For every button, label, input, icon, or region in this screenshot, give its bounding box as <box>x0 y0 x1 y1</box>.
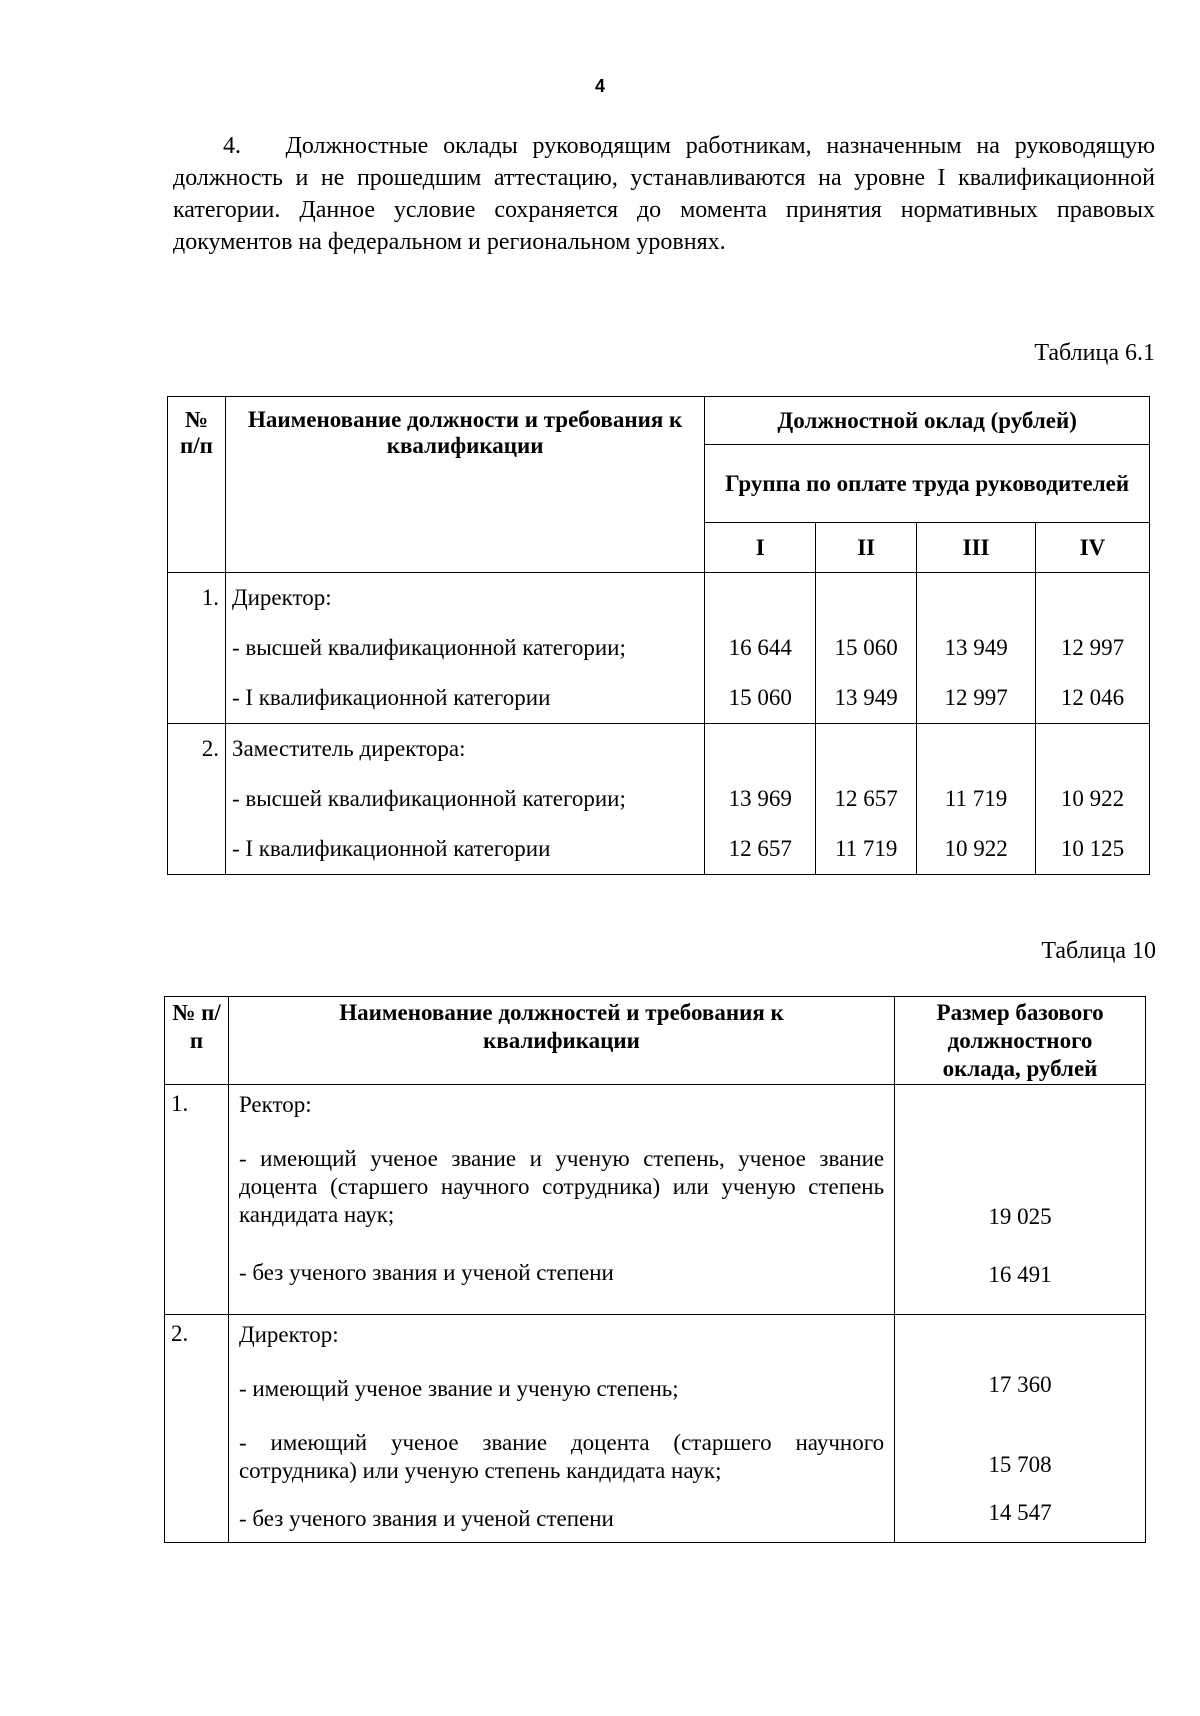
value-cell: 11 719 <box>834 836 898 861</box>
page-number: 4 <box>594 76 605 96</box>
row-number: 1. <box>201 585 219 610</box>
t10-header-size: Размер базового должностного оклада, рублей <box>895 997 1146 1085</box>
value-cell: 17 360 <box>988 1372 1052 1397</box>
row-item-label: - без ученого звания и ученой степени <box>238 1260 614 1285</box>
value-cell: 12 657 <box>728 836 792 861</box>
row-item-label: - I квалификационной категории <box>231 836 551 861</box>
row-title: Директор: <box>238 1322 339 1347</box>
row-item-label: - I квалификационной категории <box>231 685 551 710</box>
value-cell: 12 997 <box>1060 635 1125 660</box>
row-title: Директор: <box>231 585 332 610</box>
value-cell: 12 046 <box>1060 685 1125 710</box>
value-cell: 14 547 <box>988 1500 1052 1525</box>
t61-group-1: I <box>705 523 816 573</box>
row-number: 1. <box>171 1091 189 1116</box>
value-cell: 10 125 <box>1060 836 1125 861</box>
value-cell: 11 719 <box>944 786 1008 811</box>
t61-header-salary: Должностной оклад (рублей) <box>705 397 1150 445</box>
row-title: Ректор: <box>238 1092 312 1117</box>
t61-header-num: № п/п <box>168 397 226 573</box>
value-cell: 13 949 <box>944 635 1008 660</box>
value-cell: 16 491 <box>988 1262 1052 1287</box>
row-item-label: - высшей квалификационной категории; <box>231 635 626 660</box>
t61-group-2: II <box>816 523 917 573</box>
value-cell: 19 025 <box>988 1204 1052 1229</box>
value-cell: 12 997 <box>944 685 1008 710</box>
row-item-label: - имеющий ученое звание и ученую степень; <box>238 1376 679 1401</box>
row-item-label: - имеющий ученое звание и ученую степень, ученое звание доцента (старшего научного сотрудника) или ученую степень кандидата наук; <box>238 1146 885 1227</box>
value-cell: 15 060 <box>834 635 898 660</box>
table-row <box>165 1315 1146 1543</box>
row-item-label: - высшей квалификационной категории; <box>231 786 626 811</box>
t61-header-group: Группа по оплате труда руководителей <box>705 445 1150 523</box>
value-cell: 15 060 <box>728 685 792 710</box>
table-6-1 <box>167 396 1150 875</box>
paragraph-number: 4. <box>223 133 241 159</box>
value-cell: 15 708 <box>988 1452 1052 1477</box>
t61-header-name: Наименование должности и требования к квалификации <box>225 397 704 573</box>
table-row <box>165 1085 1146 1315</box>
table-row <box>168 573 1150 724</box>
t10-header-name: Наименование должностей и требования к квалификации <box>228 997 894 1085</box>
paragraph-4 <box>173 130 1155 258</box>
row-number: 2. <box>201 736 219 761</box>
value-cell: 16 644 <box>728 635 792 660</box>
value-cell: 13 949 <box>834 685 898 710</box>
table-6-1-caption: Таблица 6.1 <box>1034 340 1155 366</box>
value-cell: 10 922 <box>1060 786 1125 811</box>
row-item-label: - имеющий ученое звание доцента (старшего научного сотрудника) или ученую степень кандидата наук; <box>238 1430 885 1483</box>
paragraph-text: Должностные оклады руководящим работникам, назначенным на руководящую должность и не прошедшим аттестацию, устанавливаются на уровне I квалификационной категории. Данное условие сохраняется до момента принятия нормативных правовых документов на федеральном и региональном уровнях. <box>173 133 1156 255</box>
value-cell: 10 922 <box>944 836 1008 861</box>
row-number: 2. <box>171 1321 189 1346</box>
t61-group-3: III <box>917 523 1036 573</box>
value-cell: 13 969 <box>728 786 792 811</box>
table-10 <box>164 996 1146 1543</box>
t10-header-num: № п/п <box>165 997 229 1085</box>
row-item-label: - без ученого звания и ученой степени <box>238 1506 614 1531</box>
row-title: Заместитель директора: <box>231 736 466 761</box>
table-10-caption: Таблица 10 <box>1041 938 1156 964</box>
table-row <box>168 724 1150 875</box>
value-cell: 12 657 <box>834 786 898 811</box>
t61-group-4: IV <box>1036 523 1150 573</box>
